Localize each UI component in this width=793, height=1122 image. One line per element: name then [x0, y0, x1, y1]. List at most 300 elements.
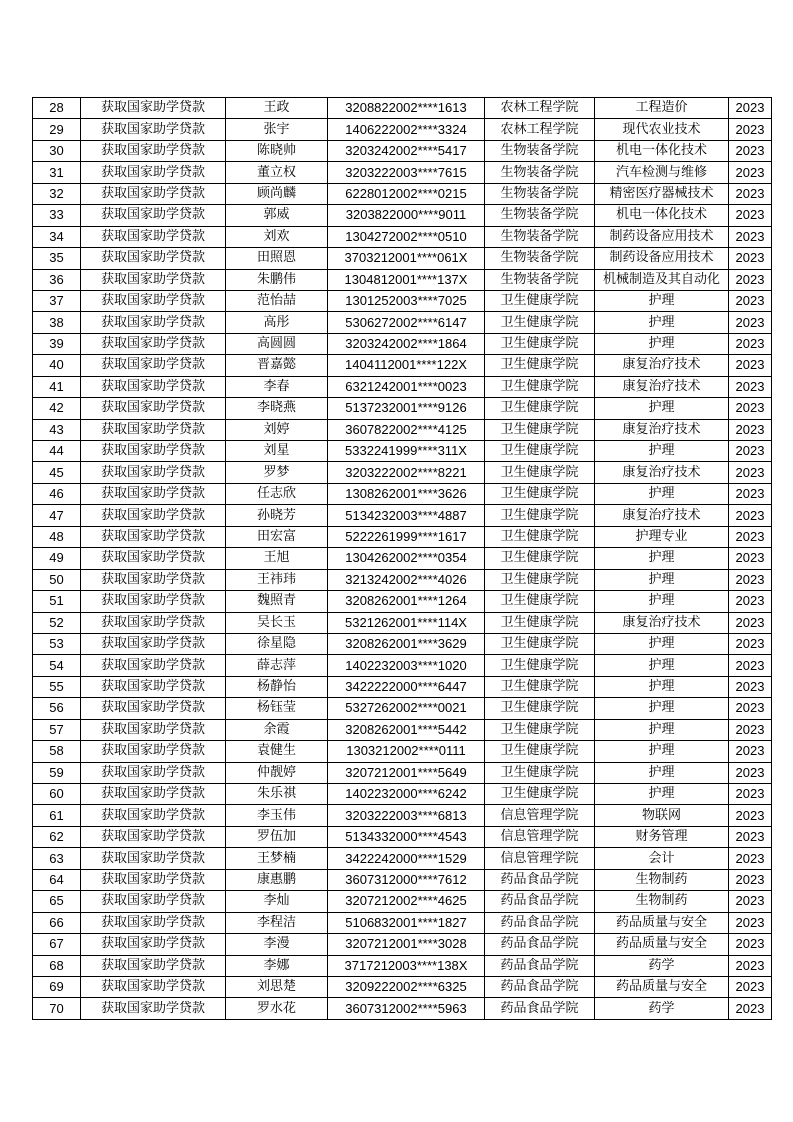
- cell-college: 信息管理学院: [485, 826, 595, 847]
- table-row: [33, 848, 772, 869]
- cell-name: 高圆圆: [226, 333, 328, 354]
- cell-name: 刘婷: [226, 419, 328, 440]
- cell-major: 制药设备应用技术: [595, 248, 729, 269]
- cell-year: 2023: [729, 934, 772, 955]
- table-row: [33, 591, 772, 612]
- cell-name: 薛志萍: [226, 655, 328, 676]
- cell-year: 2023: [729, 998, 772, 1019]
- cell-number: 39: [33, 333, 81, 354]
- cell-college: 生物装备学院: [485, 269, 595, 290]
- cell-id-number: 3422242000****1529: [328, 848, 485, 869]
- cell-id-number: 3208262001****1264: [328, 591, 485, 612]
- cell-year: 2023: [729, 976, 772, 997]
- cell-number: 50: [33, 569, 81, 590]
- cell-major: 护理: [595, 676, 729, 697]
- cell-name: 郭威: [226, 205, 328, 226]
- cell-year: 2023: [729, 183, 772, 204]
- cell-year: 2023: [729, 205, 772, 226]
- cell-year: 2023: [729, 912, 772, 933]
- cell-id-number: 1308262001****3626: [328, 483, 485, 504]
- table-row: [33, 376, 772, 397]
- cell-name: 晋嘉懿: [226, 355, 328, 376]
- cell-major: 护理: [595, 312, 729, 333]
- cell-item: 获取国家助学贷款: [81, 655, 226, 676]
- cell-number: 31: [33, 162, 81, 183]
- table-row: [33, 205, 772, 226]
- cell-college: 卫生健康学院: [485, 741, 595, 762]
- cell-major: 药品质量与安全: [595, 976, 729, 997]
- table-row: [33, 976, 772, 997]
- cell-year: 2023: [729, 655, 772, 676]
- cell-id-number: 6228012002****0215: [328, 183, 485, 204]
- cell-item: 获取国家助学贷款: [81, 741, 226, 762]
- cell-id-number: 1301252003****7025: [328, 290, 485, 311]
- table-row: [33, 505, 772, 526]
- cell-name: 袁健生: [226, 741, 328, 762]
- cell-year: 2023: [729, 869, 772, 890]
- cell-name: 董立权: [226, 162, 328, 183]
- cell-number: 34: [33, 226, 81, 247]
- cell-major: 康复治疗技术: [595, 376, 729, 397]
- table-row: [33, 140, 772, 161]
- cell-id-number: 1303212002****0111: [328, 741, 485, 762]
- cell-name: 余霞: [226, 719, 328, 740]
- cell-number: 35: [33, 248, 81, 269]
- cell-item: 获取国家助学贷款: [81, 183, 226, 204]
- cell-major: 护理: [595, 569, 729, 590]
- cell-name: 徐星隐: [226, 633, 328, 654]
- cell-number: 46: [33, 483, 81, 504]
- cell-year: 2023: [729, 398, 772, 419]
- cell-id-number: 5321262001****114X: [328, 612, 485, 633]
- cell-id-number: 5106832001****1827: [328, 912, 485, 933]
- cell-id-number: 3208262001****3629: [328, 633, 485, 654]
- cell-item: 获取国家助学贷款: [81, 976, 226, 997]
- cell-major: 生物制药: [595, 869, 729, 890]
- cell-item: 获取国家助学贷款: [81, 333, 226, 354]
- cell-name: 李灿: [226, 891, 328, 912]
- cell-number: 55: [33, 676, 81, 697]
- cell-name: 李娜: [226, 955, 328, 976]
- cell-name: 康惠鹏: [226, 869, 328, 890]
- cell-year: 2023: [729, 762, 772, 783]
- cell-year: 2023: [729, 376, 772, 397]
- cell-item: 获取国家助学贷款: [81, 826, 226, 847]
- cell-item: 获取国家助学贷款: [81, 955, 226, 976]
- cell-number: 64: [33, 869, 81, 890]
- cell-id-number: 1402232000****6242: [328, 784, 485, 805]
- cell-major: 护理: [595, 483, 729, 504]
- cell-name: 王旭: [226, 548, 328, 569]
- cell-name: 张宇: [226, 119, 328, 140]
- cell-item: 获取国家助学贷款: [81, 290, 226, 311]
- cell-college: 卫生健康学院: [485, 483, 595, 504]
- table-row: [33, 312, 772, 333]
- cell-year: 2023: [729, 248, 772, 269]
- cell-year: 2023: [729, 312, 772, 333]
- cell-number: 57: [33, 719, 81, 740]
- cell-id-number: 1304272002****0510: [328, 226, 485, 247]
- cell-year: 2023: [729, 784, 772, 805]
- cell-id-number: 3209222002****6325: [328, 976, 485, 997]
- cell-name: 李晓燕: [226, 398, 328, 419]
- table-row: [33, 162, 772, 183]
- cell-college: 药品食品学院: [485, 912, 595, 933]
- table-row: [33, 719, 772, 740]
- cell-number: 66: [33, 912, 81, 933]
- cell-number: 36: [33, 269, 81, 290]
- cell-major: 护理: [595, 333, 729, 354]
- cell-id-number: 1304812001****137X: [328, 269, 485, 290]
- cell-item: 获取国家助学贷款: [81, 698, 226, 719]
- cell-major: 护理专业: [595, 526, 729, 547]
- table-row: [33, 655, 772, 676]
- cell-year: 2023: [729, 290, 772, 311]
- cell-college: 卫生健康学院: [485, 376, 595, 397]
- table-row: [33, 269, 772, 290]
- cell-major: 药品质量与安全: [595, 934, 729, 955]
- cell-year: 2023: [729, 162, 772, 183]
- cell-id-number: 3607822002****4125: [328, 419, 485, 440]
- table-row: [33, 548, 772, 569]
- table-row: [33, 419, 772, 440]
- cell-year: 2023: [729, 741, 772, 762]
- cell-number: 45: [33, 462, 81, 483]
- table-row: [33, 98, 772, 119]
- cell-college: 卫生健康学院: [485, 526, 595, 547]
- cell-college: 卫生健康学院: [485, 569, 595, 590]
- table-row: [33, 698, 772, 719]
- cell-number: 44: [33, 441, 81, 462]
- cell-item: 获取国家助学贷款: [81, 784, 226, 805]
- cell-number: 54: [33, 655, 81, 676]
- cell-item: 获取国家助学贷款: [81, 869, 226, 890]
- cell-major: 机械制造及其自动化: [595, 269, 729, 290]
- cell-college: 卫生健康学院: [485, 290, 595, 311]
- cell-college: 卫生健康学院: [485, 398, 595, 419]
- cell-item: 获取国家助学贷款: [81, 355, 226, 376]
- cell-id-number: 3207212001****3028: [328, 934, 485, 955]
- cell-year: 2023: [729, 526, 772, 547]
- cell-major: 护理: [595, 655, 729, 676]
- cell-college: 信息管理学院: [485, 848, 595, 869]
- cell-number: 60: [33, 784, 81, 805]
- cell-year: 2023: [729, 269, 772, 290]
- cell-item: 获取国家助学贷款: [81, 162, 226, 183]
- cell-number: 56: [33, 698, 81, 719]
- cell-id-number: 3208262001****5442: [328, 719, 485, 740]
- cell-college: 卫生健康学院: [485, 655, 595, 676]
- table-row: [33, 934, 772, 955]
- cell-major: 康复治疗技术: [595, 355, 729, 376]
- cell-major: 物联网: [595, 805, 729, 826]
- table-row: [33, 569, 772, 590]
- cell-name: 罗梦: [226, 462, 328, 483]
- cell-name: 李玉伟: [226, 805, 328, 826]
- cell-major: 护理: [595, 741, 729, 762]
- cell-id-number: 1406222002****3324: [328, 119, 485, 140]
- cell-major: 护理: [595, 398, 729, 419]
- cell-major: 生物制药: [595, 891, 729, 912]
- cell-year: 2023: [729, 333, 772, 354]
- cell-name: 朱乐祺: [226, 784, 328, 805]
- cell-item: 获取国家助学贷款: [81, 912, 226, 933]
- cell-major: 康复治疗技术: [595, 612, 729, 633]
- cell-major: 药品质量与安全: [595, 912, 729, 933]
- cell-id-number: 3208822002****1613: [328, 98, 485, 119]
- cell-id-number: 3203222003****7615: [328, 162, 485, 183]
- cell-number: 28: [33, 98, 81, 119]
- cell-major: 汽车检测与维修: [595, 162, 729, 183]
- cell-year: 2023: [729, 826, 772, 847]
- cell-id-number: 3203222002****8221: [328, 462, 485, 483]
- cell-year: 2023: [729, 612, 772, 633]
- cell-name: 田照恩: [226, 248, 328, 269]
- cell-major: 护理: [595, 290, 729, 311]
- cell-id-number: 3422222000****6447: [328, 676, 485, 697]
- cell-year: 2023: [729, 505, 772, 526]
- cell-college: 卫生健康学院: [485, 698, 595, 719]
- cell-major: 现代农业技术: [595, 119, 729, 140]
- cell-item: 获取国家助学贷款: [81, 848, 226, 869]
- cell-name: 王梦楠: [226, 848, 328, 869]
- cell-major: 护理: [595, 698, 729, 719]
- cell-college: 卫生健康学院: [485, 441, 595, 462]
- cell-major: 机电一体化技术: [595, 140, 729, 161]
- cell-id-number: 3213242002****4026: [328, 569, 485, 590]
- cell-major: 康复治疗技术: [595, 505, 729, 526]
- cell-item: 获取国家助学贷款: [81, 934, 226, 955]
- cell-id-number: 3717212003****138X: [328, 955, 485, 976]
- cell-year: 2023: [729, 955, 772, 976]
- table-row: [33, 248, 772, 269]
- cell-year: 2023: [729, 805, 772, 826]
- cell-item: 获取国家助学贷款: [81, 548, 226, 569]
- cell-year: 2023: [729, 462, 772, 483]
- table-row: [33, 398, 772, 419]
- cell-year: 2023: [729, 569, 772, 590]
- cell-name: 陈晓帅: [226, 140, 328, 161]
- cell-college: 卫生健康学院: [485, 633, 595, 654]
- table-row: [33, 869, 772, 890]
- cell-item: 获取国家助学贷款: [81, 419, 226, 440]
- cell-id-number: 3607312002****5963: [328, 998, 485, 1019]
- cell-name: 刘欢: [226, 226, 328, 247]
- cell-year: 2023: [729, 891, 772, 912]
- cell-item: 获取国家助学贷款: [81, 612, 226, 633]
- cell-number: 37: [33, 290, 81, 311]
- cell-college: 药品食品学院: [485, 869, 595, 890]
- cell-major: 制药设备应用技术: [595, 226, 729, 247]
- cell-number: 65: [33, 891, 81, 912]
- cell-number: 38: [33, 312, 81, 333]
- cell-college: 卫生健康学院: [485, 784, 595, 805]
- cell-number: 68: [33, 955, 81, 976]
- cell-major: 药学: [595, 955, 729, 976]
- document-page: [32, 97, 771, 1020]
- cell-item: 获取国家助学贷款: [81, 441, 226, 462]
- cell-item: 获取国家助学贷款: [81, 98, 226, 119]
- cell-name: 顾尚麟: [226, 183, 328, 204]
- cell-college: 卫生健康学院: [485, 505, 595, 526]
- cell-college: 农林工程学院: [485, 98, 595, 119]
- cell-id-number: 5327262002****0021: [328, 698, 485, 719]
- cell-name: 朱鹏伟: [226, 269, 328, 290]
- cell-year: 2023: [729, 98, 772, 119]
- cell-name: 王祎玮: [226, 569, 328, 590]
- cell-name: 田宏富: [226, 526, 328, 547]
- cell-id-number: 1402232003****1020: [328, 655, 485, 676]
- cell-item: 获取国家助学贷款: [81, 891, 226, 912]
- cell-college: 药品食品学院: [485, 998, 595, 1019]
- cell-number: 32: [33, 183, 81, 204]
- cell-college: 生物装备学院: [485, 248, 595, 269]
- cell-year: 2023: [729, 633, 772, 654]
- cell-item: 获取国家助学贷款: [81, 719, 226, 740]
- cell-year: 2023: [729, 483, 772, 504]
- cell-item: 获取国家助学贷款: [81, 591, 226, 612]
- cell-item: 获取国家助学贷款: [81, 205, 226, 226]
- cell-name: 范怡喆: [226, 290, 328, 311]
- cell-college: 生物装备学院: [485, 205, 595, 226]
- cell-college: 卫生健康学院: [485, 676, 595, 697]
- table-row: [33, 633, 772, 654]
- cell-id-number: 5134232003****4887: [328, 505, 485, 526]
- cell-name: 杨静怡: [226, 676, 328, 697]
- cell-major: 护理: [595, 548, 729, 569]
- cell-number: 52: [33, 612, 81, 633]
- cell-college: 药品食品学院: [485, 934, 595, 955]
- cell-major: 护理: [595, 591, 729, 612]
- cell-id-number: 3203822000****9011: [328, 205, 485, 226]
- cell-number: 41: [33, 376, 81, 397]
- cell-year: 2023: [729, 698, 772, 719]
- cell-name: 罗伍加: [226, 826, 328, 847]
- table-row: [33, 290, 772, 311]
- cell-id-number: 3207212001****5649: [328, 762, 485, 783]
- table-row: [33, 762, 772, 783]
- cell-name: 吴长玉: [226, 612, 328, 633]
- cell-number: 43: [33, 419, 81, 440]
- cell-name: 李程洁: [226, 912, 328, 933]
- cell-college: 卫生健康学院: [485, 355, 595, 376]
- cell-number: 67: [33, 934, 81, 955]
- cell-item: 获取国家助学贷款: [81, 569, 226, 590]
- cell-year: 2023: [729, 226, 772, 247]
- cell-number: 61: [33, 805, 81, 826]
- cell-college: 药品食品学院: [485, 976, 595, 997]
- cell-year: 2023: [729, 719, 772, 740]
- table-row: [33, 226, 772, 247]
- cell-id-number: 5222261999****1617: [328, 526, 485, 547]
- cell-major: 护理: [595, 633, 729, 654]
- cell-name: 刘星: [226, 441, 328, 462]
- cell-year: 2023: [729, 591, 772, 612]
- table-row: [33, 526, 772, 547]
- cell-number: 59: [33, 762, 81, 783]
- cell-major: 康复治疗技术: [595, 462, 729, 483]
- cell-item: 获取国家助学贷款: [81, 483, 226, 504]
- table-row: [33, 333, 772, 354]
- cell-id-number: 1404112001****122X: [328, 355, 485, 376]
- table-row: [33, 741, 772, 762]
- cell-item: 获取国家助学贷款: [81, 462, 226, 483]
- cell-name: 孙晓芳: [226, 505, 328, 526]
- cell-name: 罗水花: [226, 998, 328, 1019]
- cell-item: 获取国家助学贷款: [81, 398, 226, 419]
- cell-year: 2023: [729, 355, 772, 376]
- cell-id-number: 1304262002****0354: [328, 548, 485, 569]
- table-row: [33, 998, 772, 1019]
- cell-number: 58: [33, 741, 81, 762]
- cell-year: 2023: [729, 119, 772, 140]
- cell-id-number: 5134332000****4543: [328, 826, 485, 847]
- cell-name: 王政: [226, 98, 328, 119]
- cell-college: 卫生健康学院: [485, 762, 595, 783]
- cell-major: 工程造价: [595, 98, 729, 119]
- cell-item: 获取国家助学贷款: [81, 269, 226, 290]
- cell-id-number: 6321242001****0023: [328, 376, 485, 397]
- cell-number: 49: [33, 548, 81, 569]
- cell-item: 获取国家助学贷款: [81, 805, 226, 826]
- cell-number: 29: [33, 119, 81, 140]
- cell-item: 获取国家助学贷款: [81, 140, 226, 161]
- cell-college: 信息管理学院: [485, 805, 595, 826]
- cell-college: 卫生健康学院: [485, 462, 595, 483]
- cell-major: 药学: [595, 998, 729, 1019]
- table-row: [33, 955, 772, 976]
- cell-name: 李春: [226, 376, 328, 397]
- table-row: [33, 805, 772, 826]
- cell-college: 生物装备学院: [485, 226, 595, 247]
- cell-major: 会计: [595, 848, 729, 869]
- cell-year: 2023: [729, 441, 772, 462]
- cell-name: 刘思楚: [226, 976, 328, 997]
- table-row: [33, 612, 772, 633]
- cell-id-number: 3207212002****4625: [328, 891, 485, 912]
- table-row: [33, 462, 772, 483]
- table-row: [33, 483, 772, 504]
- cell-id-number: 3203222003****6813: [328, 805, 485, 826]
- cell-item: 获取国家助学贷款: [81, 119, 226, 140]
- cell-item: 获取国家助学贷款: [81, 633, 226, 654]
- cell-year: 2023: [729, 676, 772, 697]
- table-row: [33, 119, 772, 140]
- cell-major: 护理: [595, 762, 729, 783]
- cell-id-number: 5306272002****6147: [328, 312, 485, 333]
- cell-college: 药品食品学院: [485, 891, 595, 912]
- cell-college: 生物装备学院: [485, 183, 595, 204]
- cell-college: 卫生健康学院: [485, 612, 595, 633]
- cell-name: 仲靓婷: [226, 762, 328, 783]
- cell-item: 获取国家助学贷款: [81, 376, 226, 397]
- cell-year: 2023: [729, 140, 772, 161]
- cell-item: 获取国家助学贷款: [81, 226, 226, 247]
- cell-number: 33: [33, 205, 81, 226]
- cell-number: 48: [33, 526, 81, 547]
- cell-id-number: 3607312000****7612: [328, 869, 485, 890]
- cell-major: 精密医疗器械技术: [595, 183, 729, 204]
- cell-id-number: 3703212001****061X: [328, 248, 485, 269]
- cell-item: 获取国家助学贷款: [81, 312, 226, 333]
- table-row: [33, 441, 772, 462]
- cell-number: 62: [33, 826, 81, 847]
- cell-major: 机电一体化技术: [595, 205, 729, 226]
- cell-item: 获取国家助学贷款: [81, 505, 226, 526]
- cell-number: 47: [33, 505, 81, 526]
- cell-major: 护理: [595, 441, 729, 462]
- cell-name: 魏照青: [226, 591, 328, 612]
